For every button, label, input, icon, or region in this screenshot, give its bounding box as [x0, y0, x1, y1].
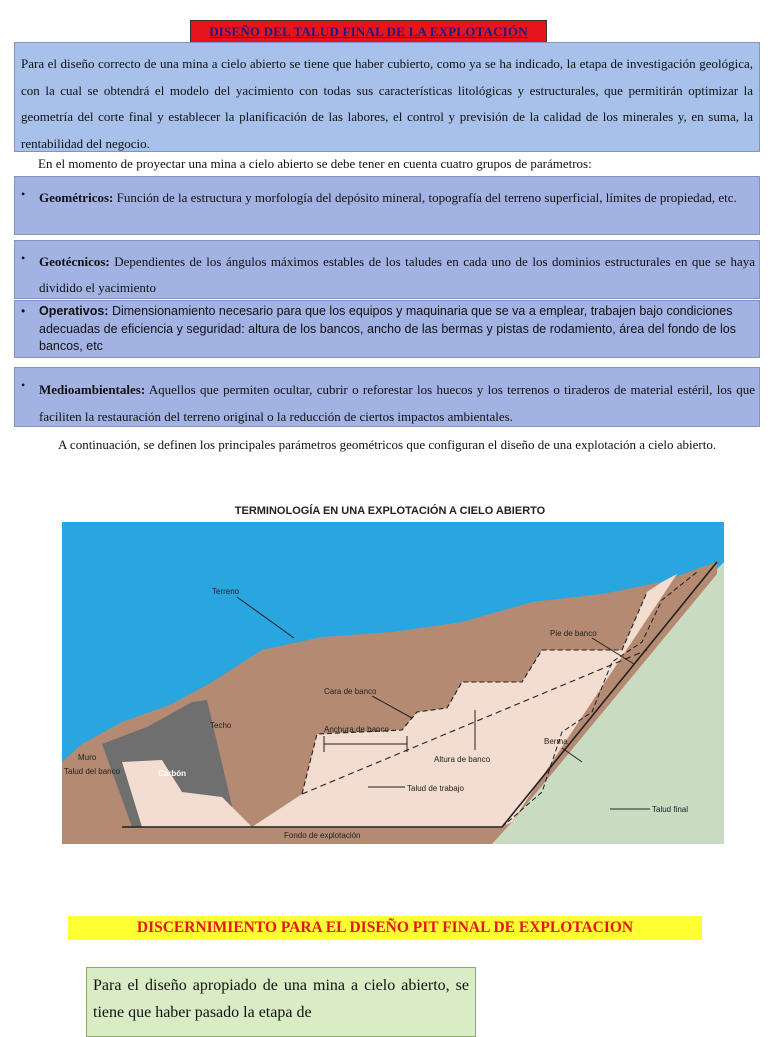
continuation-text: A continuación, se definen los principales parámetros geométricos que configuran el diseño de una explotación a cielo abierto.	[58, 437, 717, 452]
section2-title: DISCERNIMIENTO PARA EL DISEÑO PIT FINAL DE EXPLOTACION	[68, 916, 702, 940]
lead-in-text: En el momento de proyectar una mina a cielo abierto se debe tener en cuenta cuatro grupos de parámetros:	[38, 156, 592, 171]
parameter-geotecnicos	[14, 240, 760, 299]
intro-paragraph: Para el diseño correcto de una mina a cielo abierto se tiene que haber cubierto, como ya se ha indicado, la etapa de investigación geológica, con la cual se obtendrá el modelo del yacimiento con todas sus características litológicas y estructurales, que permitirán optimizar la geometría del corte final y establecer la planificación de las labores, el control y previsión de la calidad de los minerales y, en suma, la rentabilidad del negocio.	[21, 56, 753, 151]
parameter-text: Aquellos que permiten ocultar, cubrir o reforestar los huecos y los terrenos o tiraderos de material estéril, los que faciliten la restauración del terreno original o la reducción de ciertos impactos ambientales.	[39, 382, 755, 424]
bullet-icon: •	[21, 378, 26, 392]
label-muro: Muro	[78, 753, 97, 762]
page-title: DISEÑO DEL TALUD FINAL DE LA EXPLOTACIÓN	[190, 20, 547, 44]
label-berma: Berma	[544, 737, 568, 746]
section2-text: Para el diseño apropiado de una mina a cielo abierto, se tiene que haber pasado la etapa de	[93, 977, 469, 1021]
parameter-term: Geotécnicos:	[39, 254, 110, 269]
parameter-text: Dependientes de los ángulos máximos estables de los taludes en cada uno de los dominios estructurales en que se haya dividido el yacimiento	[39, 254, 755, 295]
label-cara-banco: Cara de banco	[324, 687, 377, 696]
parameter-term: Geométricos:	[39, 190, 114, 205]
open-pit-terminology-diagram	[62, 522, 724, 844]
label-pie-banco: Pie de banco	[550, 629, 597, 638]
parameter-term: Operativos:	[39, 304, 109, 318]
bullet-icon: •	[21, 251, 26, 265]
label-carbon: Carbón	[158, 769, 186, 778]
label-terreno: Terreno	[212, 587, 240, 596]
parameter-operativos	[14, 300, 760, 358]
label-talud-trabajo: Talud de trabajo	[407, 784, 464, 793]
bullet-icon: •	[21, 304, 26, 318]
parameter-medioambientales	[14, 367, 760, 427]
parameter-text: Dimensionamiento necesario para que los equipos y maquinaria que se va a emplear, trabajen bajo condiciones adecuadas de eficiencia y seguridad: altura de los bancos, ancho de las bermas y pistas de rodamiento, área del fondo de los bancos, etc	[39, 304, 736, 353]
label-anchura-banco: Anchura de banco	[324, 725, 389, 734]
label-talud-banco: Talud del banco	[64, 767, 121, 776]
intro-paragraph-box	[14, 42, 760, 152]
parameter-text: Función de la estructura y morfología del depósito mineral, topografía del terreno superficial, límites de propiedad, etc.	[113, 190, 737, 205]
section2-text-box	[86, 967, 476, 1037]
diagram-title: TERMINOLOGÍA EN UNA EXPLOTACIÓN A CIELO ABIERTO	[234, 505, 546, 517]
label-fondo: Fondo de explotación	[284, 831, 361, 840]
label-altura-banco: Altura de banco	[434, 755, 491, 764]
parameter-term: Medioambientales:	[39, 382, 146, 397]
label-techo: Techo	[210, 721, 232, 730]
bullet-icon: •	[21, 187, 26, 201]
parameter-geometricos	[14, 176, 760, 235]
label-talud-final: Talud final	[652, 805, 689, 814]
